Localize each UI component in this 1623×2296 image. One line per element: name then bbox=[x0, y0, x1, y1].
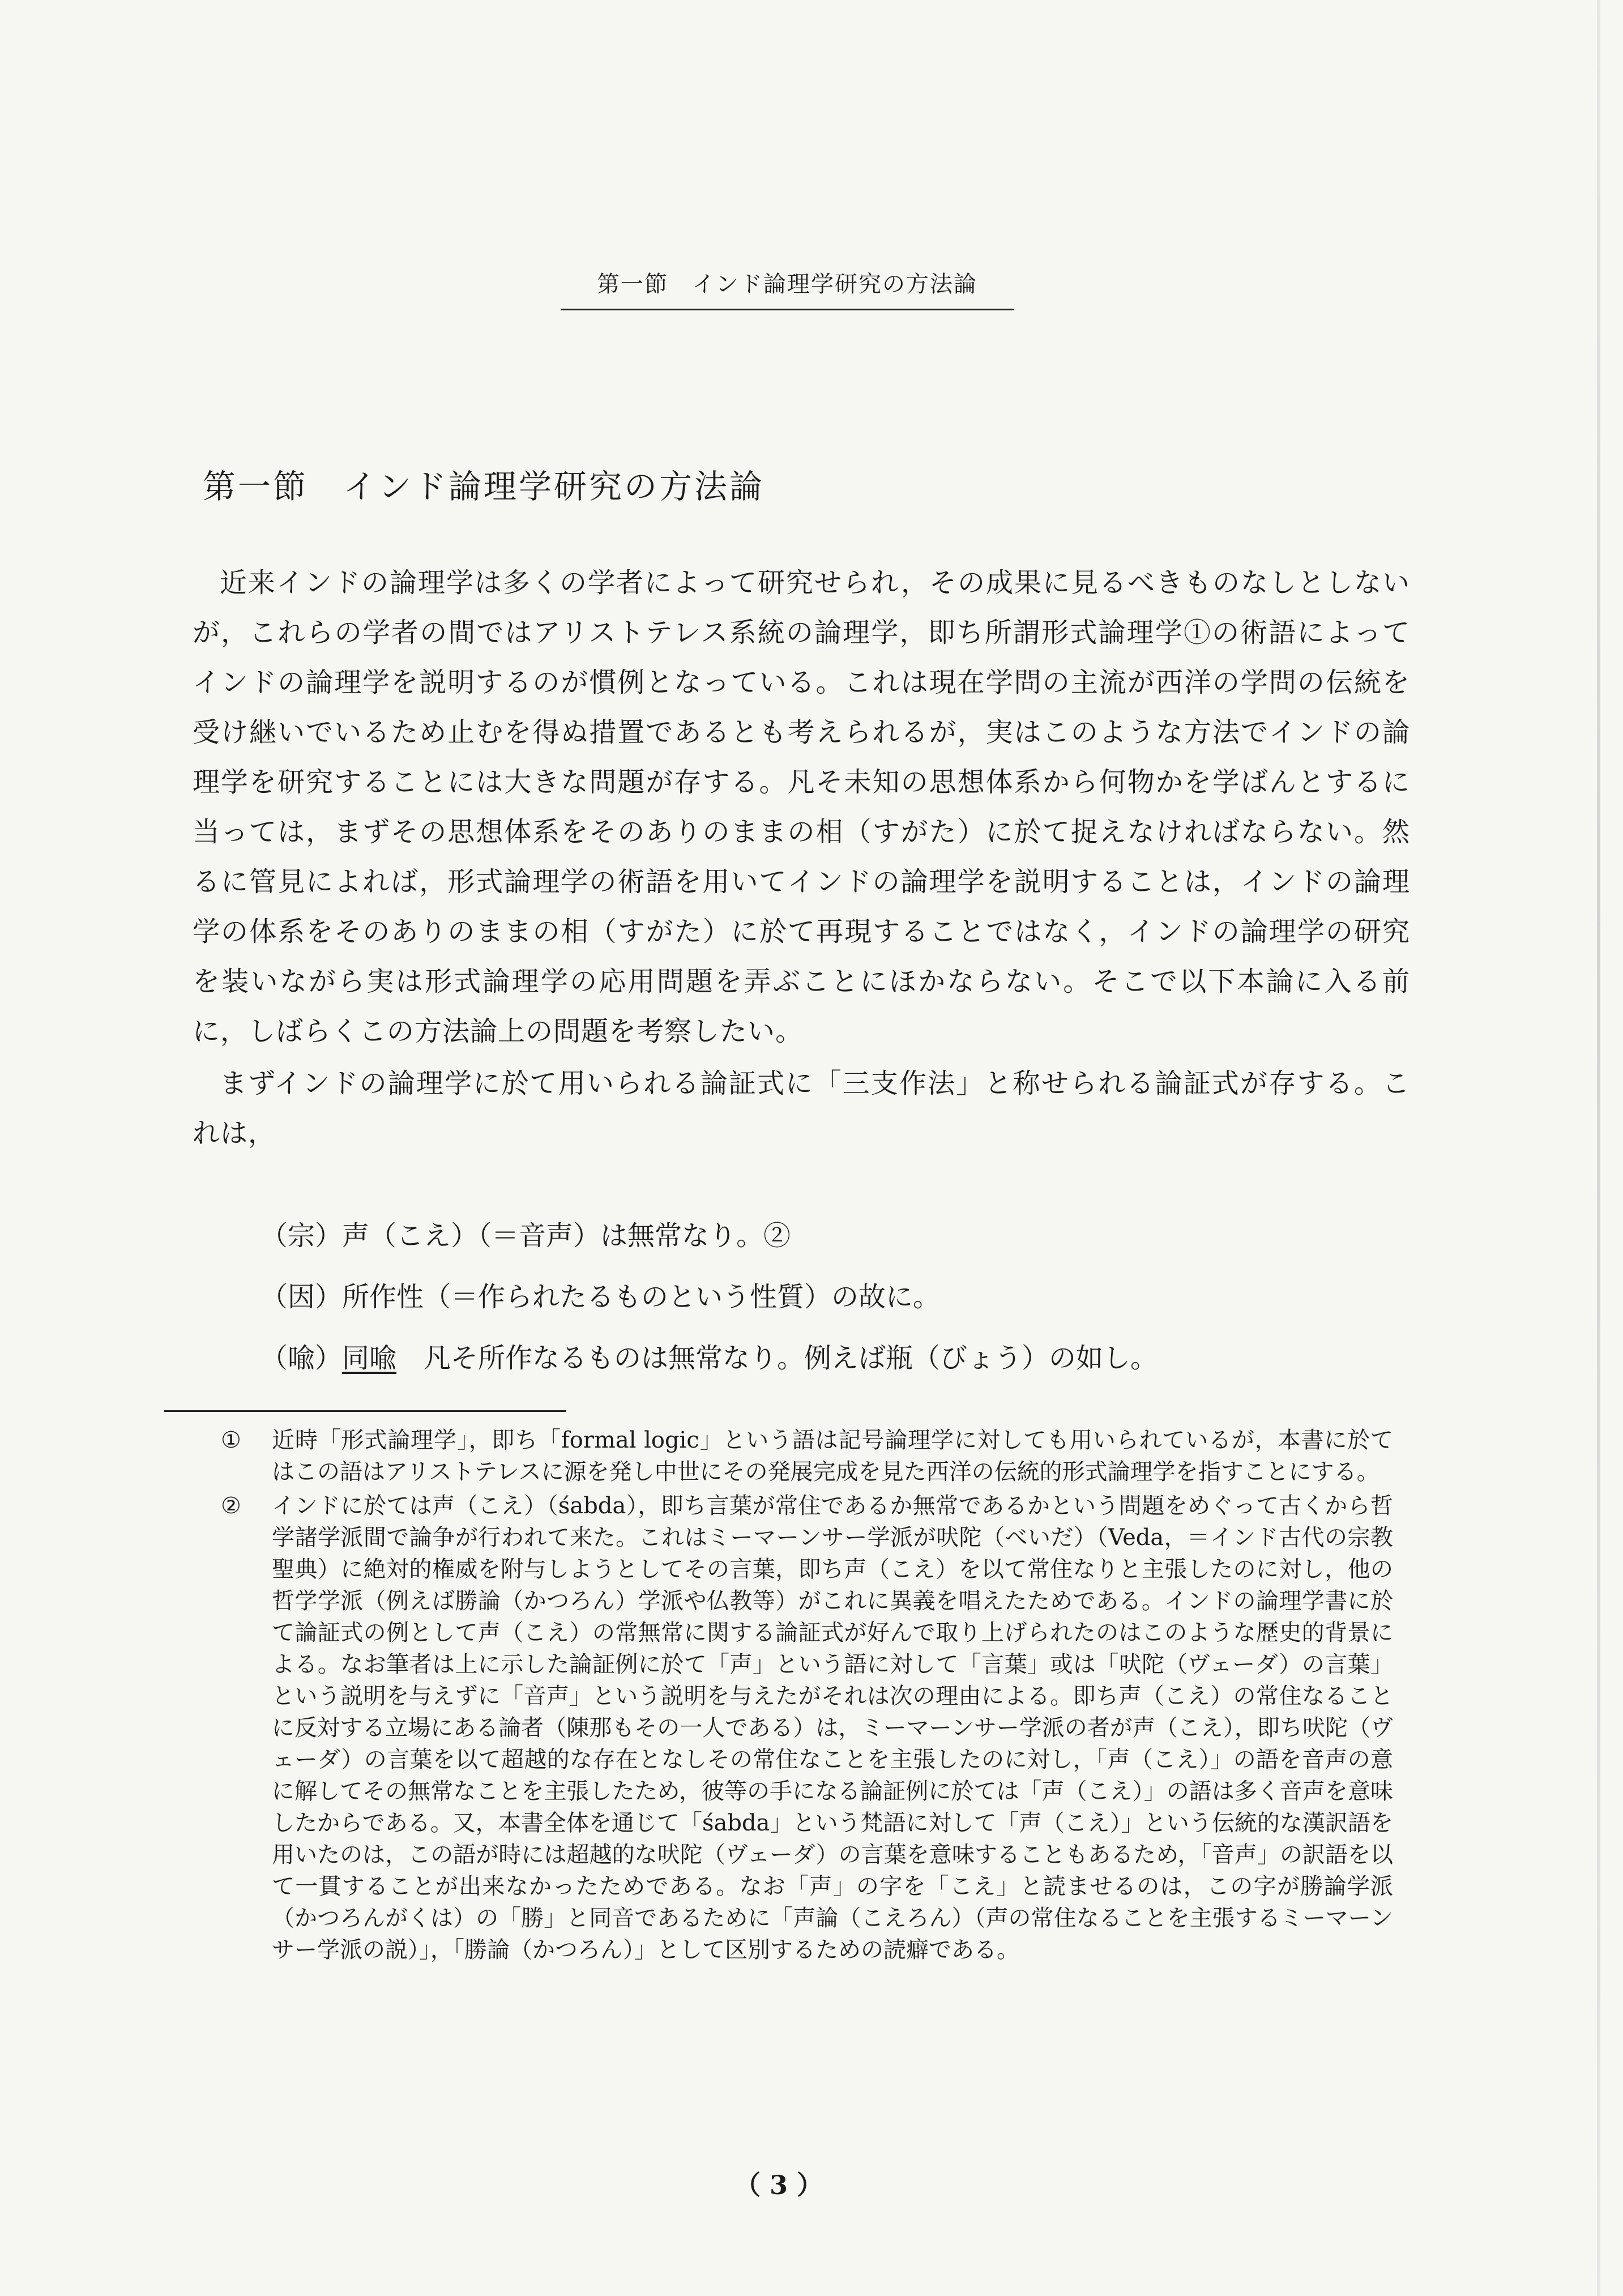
page-number: （ 3 ） bbox=[734, 2170, 823, 2200]
syllogism-example-term: 同喩 bbox=[342, 1342, 397, 1374]
footnote-1-text: 近時「形式論理学」，即ち「formal logic」という語は記号論理学に対しても用いられているが，本書に於てはこの語はアリストテレスに源を発し中世にその発展完成を見た西洋の伝統的形式論理学を指すことにする。 bbox=[272, 1427, 1393, 1485]
syllogism-reason: （因）所作性（＝作られたるものという性質）の故に。 bbox=[260, 1281, 941, 1313]
footnote-2-text: インドに於ては声（こえ）（śabda），即ち言葉が常住であるか無常であるかという問題をめぐって古くから哲学諸学派間で論争が行われて来た。これはミーマーンサー学派が吠陀（べいだ）（Veda，＝インド古代の宗教聖典）に絶対的権威を附与しようとしてその言葉，即ち声（こえ）を以て常住なりと主張したのに対し，他の哲学学派（例えば勝論（かつろん）学派や仏教等）がこれに異義を唱えたためである。インドの論理学書に於て論証式の例として声（こえ）の常無常に関する論証式が好んで取り上げられたのはこのような歴史的背景による。なお筆者は上に示した論証例に於て「声」という語に対して「言葉」或は「吠陀（ヴェーダ）の言葉」という説明を与えずに「音声」という説明を与えたがそれは次の理由による。即ち声（こえ）の常住なることに反対する立場にある論者（陳那もその一人である）は，ミーマーンサー学派の者が声（こえ），即ち吠陀（ヴェーダ）の言葉を以て超越的な存在となしその常住なことを主張したのに対し，「声（こえ）」の語を音声の意に解してその無常なことを主張したため，彼等の手になる論証例に於ては「声（こえ）」の語は多く音声を意味したからである。又，本書全体を通じて「śabda」という梵語に対して「声（こえ）」という伝統的な漢訳語を用いたのは，この語が時には超越的な吠陀（ヴェーダ）の言葉を意味することもあるため，「音声」の訳語を以て一貫することが出来なかったためである。なお「声」の字を「こえ」と読ませるのは，この字が勝論学派（かつろんがくは）の「勝」と同音であるために「声論（こえろん）（声の常住なることを主張するミーマーンサー学派の説）」，「勝論（かつろん）」として区別するための読癖である。 bbox=[272, 1493, 1393, 1963]
syllogism-thesis: （宗）声（こえ）（＝音声）は無常なり。② bbox=[260, 1220, 791, 1252]
running-head: 第一節 インド論理学研究の方法論 bbox=[561, 266, 1014, 310]
footnotes bbox=[221, 1424, 1393, 1968]
footnote-1-mark: ① bbox=[221, 1427, 241, 1453]
paragraph-1: 近来インドの論理学は多くの学者によって研究せられ，その成果に見るべきものなしとしないが，これらの学者の間ではアリストテレス系統の論理学，即ち所謂形式論理学①の術語によってインドの論理学を説明するのが慣例となっている。これは現在学問の主流が西洋の学問の伝統を受け継いでいるため止むを得ぬ措置であるとも考えられるが，実はこのような方法でインドの論理学を研究することには大きな問題が存する。凡そ未知の思想体系から何物かを学ばんとするに当っては，まずその思想体系をそのありのままの相（すがた）に於て捉えなければならない。然るに管見によれば，形式論理学の術語を用いてインドの論理学を説明することは，インドの論理学の体系をそのありのままの相（すがた）に於て再現することではなく，インドの論理学の研究を装いながら実は形式論理学の応用問題を弄ぶことにほかならない。そこで以下本論に入る前に，しばらくこの方法論上の問題を考察したい。 bbox=[193, 567, 1410, 1047]
footnote-divider bbox=[164, 1410, 566, 1412]
syllogism-example-text: 凡そ所作なるものは無常なり。例えば瓶（びょう）の如し。 bbox=[424, 1342, 1158, 1374]
syllogism-example bbox=[260, 1328, 1336, 1389]
syllogism-block bbox=[260, 1205, 1336, 1389]
paragraph-2: まずインドの論理学に於て用いられる論証式に「三支作法」と称せられる論証式が存する。これは， bbox=[193, 1068, 1410, 1149]
body-text bbox=[193, 558, 1410, 1158]
scan-edge-decoration bbox=[1597, 0, 1600, 2296]
syllogism-example-label: （喩） bbox=[260, 1342, 343, 1374]
footnote-2-mark: ② bbox=[221, 1493, 241, 1519]
section-title: 第一節 インド論理学研究の方法論 bbox=[203, 467, 765, 506]
footnote-2 bbox=[221, 1490, 1393, 1966]
footnote-1 bbox=[221, 1424, 1393, 1488]
